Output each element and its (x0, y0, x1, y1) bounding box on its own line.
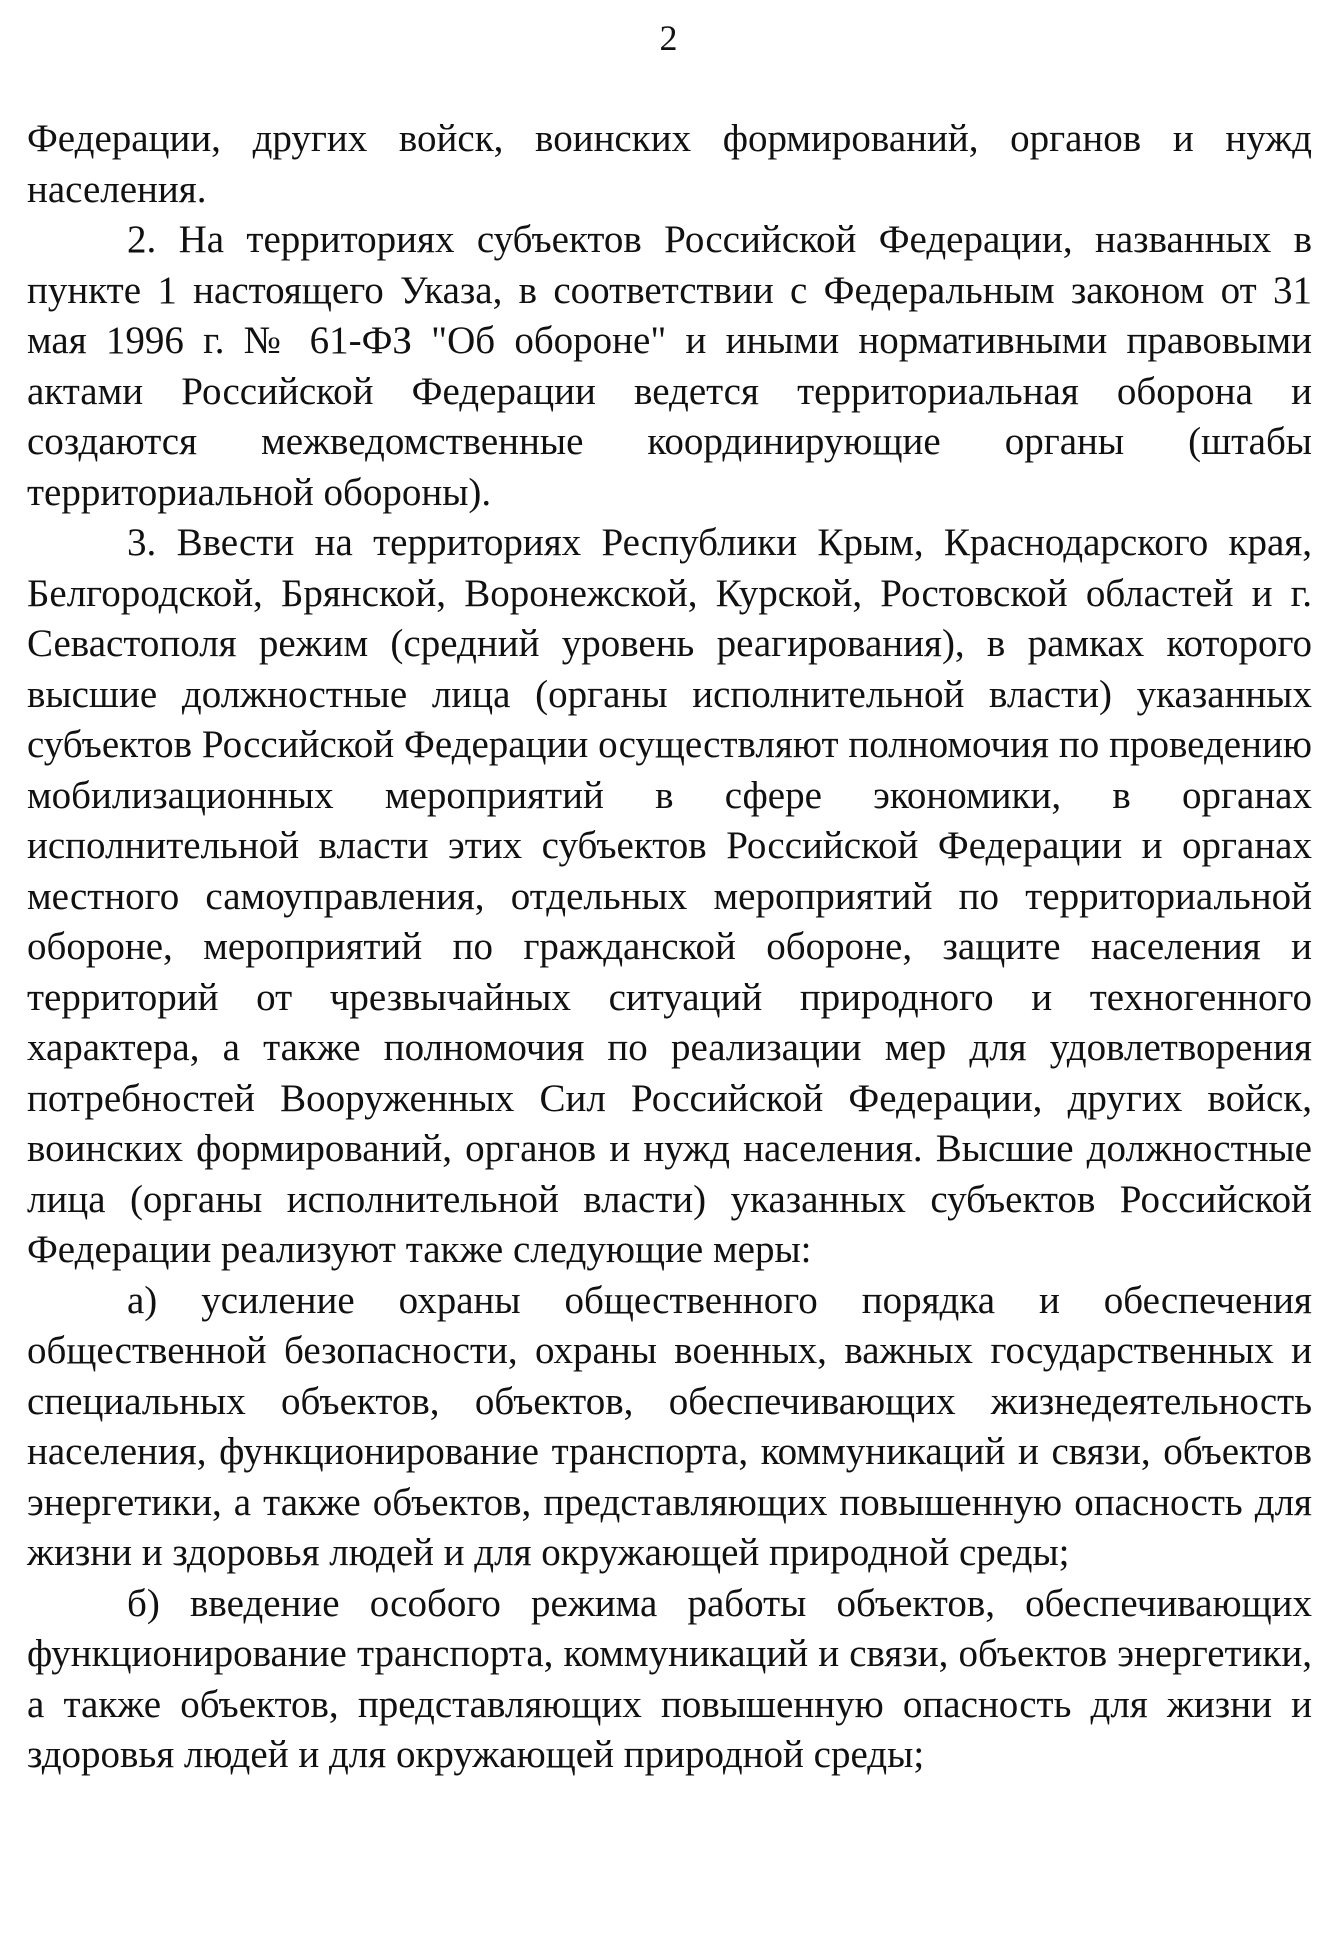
paragraph-continuation: Федерации, других войск, воинских формирований, органов и нужд населения. (27, 117, 1312, 211)
paragraph-subitem-a: а) усиление охраны общественного порядка и обеспечения общественной безопасности, охраны военных, важных государственных и специальных объектов, объектов, обеспечивающих жизнедеятельность населения, функционирование транспорта, коммуникаций и связи, объектов энергетики, а также объектов, представляющих повышенную опасность для жизни и здоровья людей и для окружающей природной среды; (27, 1278, 1312, 1574)
page-number: 2 (659, 18, 678, 58)
document-body (27, 114, 1312, 1781)
paragraph-subitem-b: б) введение особого режима работы объектов, обеспечивающих функционирование транспорта, коммуникаций и связи, объектов энергетики, а также объектов, представляющих повышенную опасность для жизни и здоровья людей и для окружающей природной среды; (27, 1581, 1312, 1776)
paragraph-item-2: 2. На территориях субъектов Российской Федерации, названных в пункте 1 настоящего Указа, в соответствии с Федеральным законом от 31 мая 1996 г. № 61-ФЗ "Об обороне" и иными нормативными правовыми актами Российской Федерации ведется территориальная оборона и создаются межведомственные координирующие органы (штабы территориальной обороны). (27, 218, 1312, 514)
paragraph-item-3: 3. Ввести на территориях Республики Крым, Краснодарского края, Белгородской, Брянской, Воронежской, Курской, Ростовской областей и г. Севастополя режим (средний уровень реагирования), в рамках которого высшие должностные лица (органы исполнительной власти) указанных субъектов Российской Федерации осуществляют полномочия по проведению мобилизационных мероприятий в сфере экономики, в органах исполнительной власти этих субъектов Российской Федерации и органах местного самоуправления, отдельных мероприятий по территориальной обороне, мероприятий по гражданской обороне, защите населения и территорий от чрезвычайных ситуаций природного и техногенного характера, а также полномочия по реализации мер для удовлетворения потребностей Вооруженных Сил Российской Федерации, других войск, воинских формирований, органов и нужд населения. Высшие должностные лица (органы исполнительной власти) указанных субъектов Российской Федерации реализуют также следующие меры: (27, 521, 1312, 1271)
